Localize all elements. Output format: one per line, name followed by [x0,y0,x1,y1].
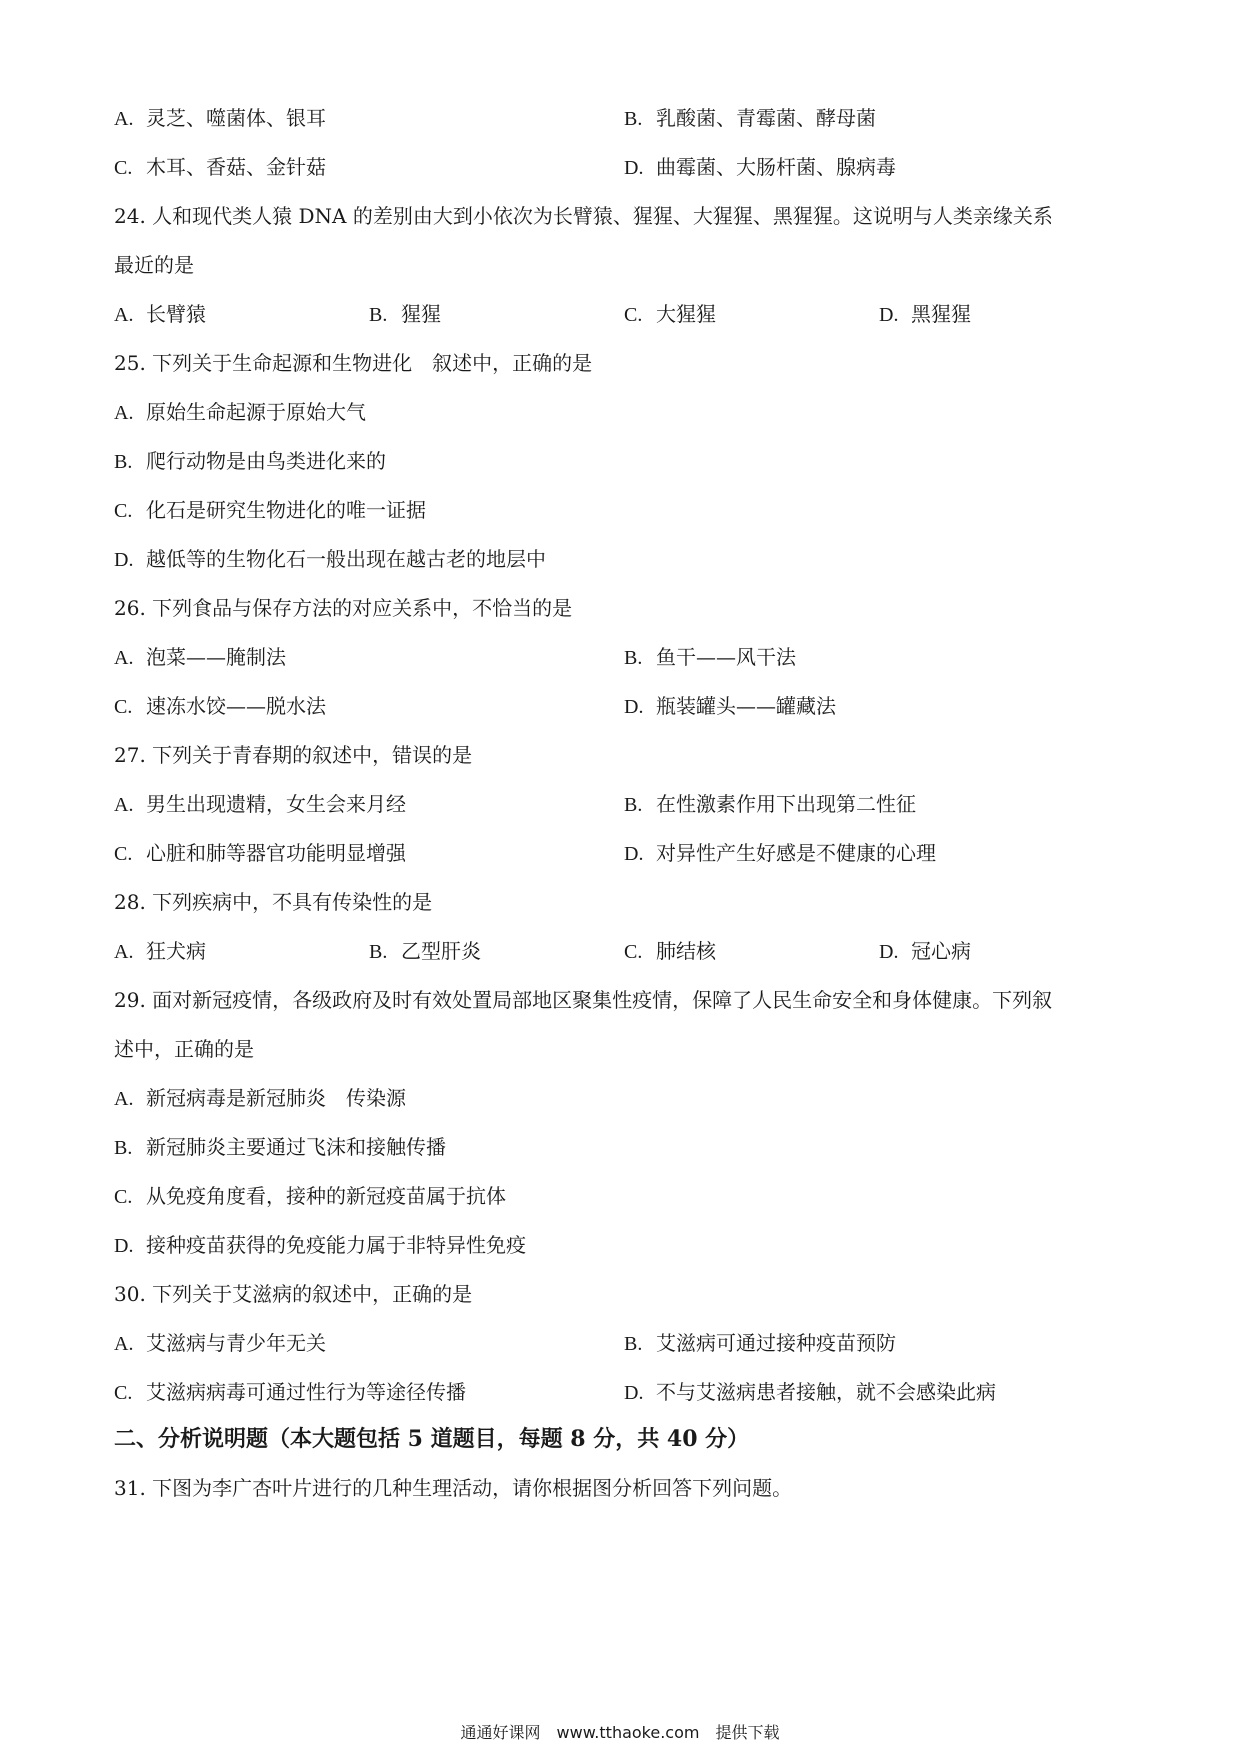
q27-option-b [624,790,916,819]
q26-option-a [114,643,286,672]
q29-stem-line2: 述中，正确的是 [114,1037,254,1061]
option-text: 心脏和肺等器官功能明显增强 [146,841,406,865]
q30-option-d [624,1378,996,1407]
option-text: 艾滋病病毒可通过性行为等途径传播 [146,1380,466,1404]
option-label: A. [114,108,134,130]
option-text: 肺结核 [656,939,716,963]
q24-stem-line2: 最近的是 [114,253,194,277]
q23-option-d [624,153,896,182]
option-text: 鱼干——风干法 [656,645,796,669]
q27-option-c [114,839,406,868]
q24-option-a [114,300,206,329]
option-text: 木耳、香菇、金针菇 [146,155,326,179]
option-text: 艾滋病与青少年无关 [146,1331,326,1355]
q25-option-a [114,398,366,427]
option-text: 对异性产生好感是不健康的心理 [656,841,936,865]
option-text: 在性激素作用下出现第二性征 [656,792,916,816]
option-label: D. [879,304,899,326]
q26-option-c [114,692,326,721]
q29-option-a [114,1084,406,1113]
q27-stem: 27. 下列关于青春期的叙述中，错误的是 [114,743,473,767]
option-text: 长臂猿 [146,302,206,326]
option-label: C. [624,941,643,963]
option-label: B. [369,941,388,963]
q28-option-d [879,937,971,966]
q27-option-d [624,839,936,868]
section-heading: 二、分析说明题（本大题包括 5 道题目，每题 8 分，共 40 分） [114,1426,750,1452]
q24-stem-line1: 24. 人和现代类人猿 DNA 的差别由大到小依次为长臂猿、猩猩、大猩猩、黑猩猩。这说明与人类亲缘关系 [114,204,1053,228]
option-label: D. [624,843,644,865]
option-text: 化石是研究生物进化的唯一证据 [146,498,426,522]
option-label: A. [114,402,134,424]
option-label: B. [624,108,643,130]
q25-stem: 25. 下列关于生命起源和生物进化 叙述中，正确的是 [114,351,593,375]
option-text: 接种疫苗获得的免疫能力属于非特异性免疫 [146,1233,526,1257]
q24-option-c [624,300,716,329]
option-text: 灵芝、噬菌体、银耳 [146,106,326,130]
option-label: C. [114,157,133,179]
q23-option-b [624,104,876,133]
option-text: 猩猩 [401,302,441,326]
option-text: 越低等的生物化石一般出现在越古老的地层中 [146,547,546,571]
option-label: D. [114,549,134,571]
option-text: 泡菜——腌制法 [146,645,286,669]
q30-stem: 30. 下列关于艾滋病的叙述中，正确的是 [114,1282,473,1306]
option-text: 冠心病 [911,939,971,963]
q28-stem: 28. 下列疾病中，不具有传染性的是 [114,890,433,914]
page-footer: 通通好课网 www.tthaoke.com 提供下载 [460,1723,780,1742]
option-text: 乳酸菌、青霉菌、酵母菌 [656,106,876,130]
option-label: A. [114,1333,134,1355]
q24-option-d [879,300,971,329]
q26-option-b [624,643,796,672]
q27-option-a [114,790,406,819]
option-text: 从免疫角度看，接种的新冠疫苗属于抗体 [146,1184,506,1208]
q24-option-b [369,300,441,329]
q30-option-b [624,1329,896,1358]
q29-option-b [114,1133,446,1162]
option-label: A. [114,304,134,326]
option-label: B. [624,794,643,816]
option-label: A. [114,794,134,816]
q28-option-c [624,937,716,966]
option-text: 曲霉菌、大肠杆菌、腺病毒 [656,155,896,179]
q25-option-b [114,447,386,476]
option-label: B. [114,1137,133,1159]
option-label: C. [624,304,643,326]
q31-stem: 31. 下图为李广杏叶片进行的几种生理活动，请你根据图分析回答下列问题。 [114,1476,793,1500]
q30-option-a [114,1329,326,1358]
option-text: 速冻水饺——脱水法 [146,694,326,718]
option-label: A. [114,941,134,963]
q26-option-d [624,692,836,721]
option-text: 原始生命起源于原始大气 [146,400,366,424]
option-text: 瓶装罐头——罐藏法 [656,694,836,718]
option-label: C. [114,1186,133,1208]
q23-option-a [114,104,326,133]
q23-option-c [114,153,326,182]
q28-option-a [114,937,206,966]
option-text: 新冠病毒是新冠肺炎 传染源 [146,1086,406,1110]
option-text: 乙型肝炎 [401,939,481,963]
q30-option-c [114,1378,466,1407]
option-text: 不与艾滋病患者接触，就不会感染此病 [656,1380,996,1404]
option-label: C. [114,1382,133,1404]
option-label: D. [624,696,644,718]
option-text: 男生出现遗精，女生会来月经 [146,792,406,816]
q25-option-d [114,545,546,574]
q29-option-c [114,1182,506,1211]
q29-stem-line1: 29. 面对新冠疫情，各级政府及时有效处置局部地区聚集性疫情，保障了人民生命安全和身体健康。下列叙 [114,988,1053,1012]
option-label: C. [114,696,133,718]
q29-option-d [114,1231,526,1260]
option-text: 黑猩猩 [911,302,971,326]
q28-option-b [369,937,481,966]
option-label: A. [114,1088,134,1110]
option-text: 大猩猩 [656,302,716,326]
option-text: 艾滋病可通过接种疫苗预防 [656,1331,896,1355]
option-label: A. [114,647,134,669]
option-label: D. [624,1382,644,1404]
option-label: B. [624,1333,643,1355]
option-label: B. [624,647,643,669]
option-label: D. [879,941,899,963]
option-text: 爬行动物是由鸟类进化来的 [146,449,386,473]
option-label: C. [114,500,133,522]
option-label: D. [114,1235,134,1257]
option-label: C. [114,843,133,865]
q26-stem: 26. 下列食品与保存方法的对应关系中，不恰当的是 [114,596,573,620]
option-label: B. [369,304,388,326]
option-text: 狂犬病 [146,939,206,963]
option-label: D. [624,157,644,179]
option-text: 新冠肺炎主要通过飞沫和接触传播 [146,1135,446,1159]
option-label: B. [114,451,133,473]
q25-option-c [114,496,426,525]
